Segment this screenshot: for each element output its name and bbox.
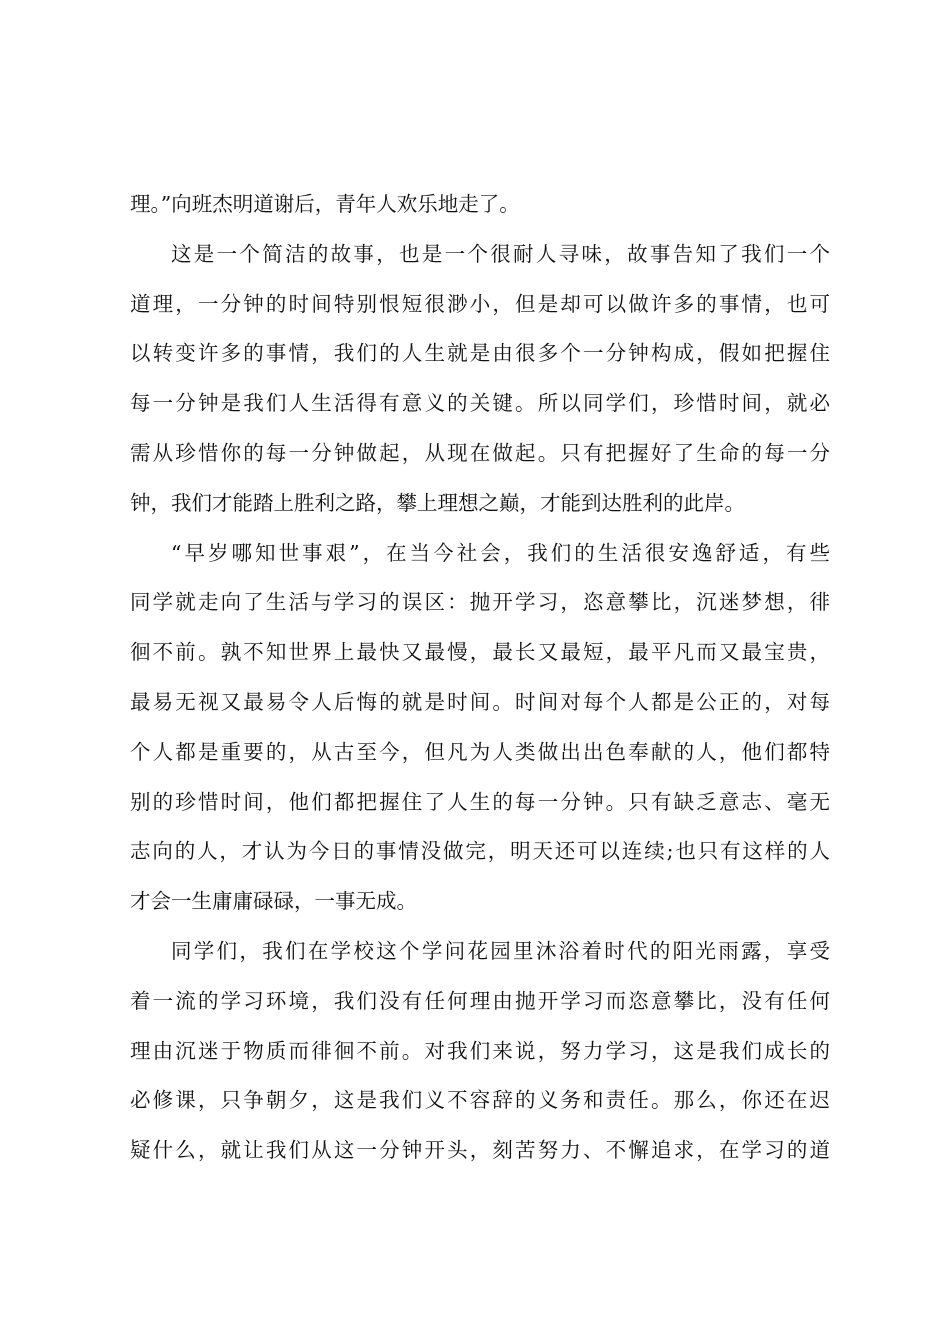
- document-body: [130, 180, 830, 1176]
- text-line: 最易无视又最易令人后悔的就是时间。时间对每个人都是公正的，对每: [130, 689, 830, 714]
- text-line: 以转变许多的事情，我们的人生就是由很多个一分钟构成，假如把握住: [130, 341, 830, 366]
- text-line: 理。”向班杰明道谢后，青年人欢乐地走了。: [130, 192, 520, 216]
- paragraph-4: [130, 927, 830, 1176]
- text-line: 道理，一分钟的时间特别恨短很渺小，但是却可以做许多的事情，也可: [130, 291, 830, 316]
- text-line: “早岁哪知世事艰”，在当今社会，我们的生活很安逸舒适，有些: [171, 540, 830, 565]
- text-line: 志向的人，才认为今日的事情没做完，明天还可以连续;也只有这样的人: [130, 839, 830, 864]
- text-line: 疑什么，就让我们从这一分钟开头，刻苦努力、不懈追求，在学习的道: [130, 1138, 830, 1163]
- paragraph-1: [130, 180, 830, 230]
- text-line: 必修课，只争朝夕，这是我们义不容辞的义务和责任。那么，你还在迟: [130, 1088, 830, 1113]
- text-line: 同学就走向了生活与学习的误区：抛开学习，恣意攀比，沉迷梦想，徘: [130, 590, 830, 615]
- text-line: 钟，我们才能踏上胜利之路，攀上理想之巅，才能到达胜利的此岸。: [130, 490, 745, 515]
- text-line: 这是一个简洁的故事，也是一个很耐人寻味，故事告知了我们一个: [171, 241, 830, 266]
- text-line: 个人都是重要的，从古至今，但凡为人类做出出色奉献的人，他们都特: [130, 739, 830, 764]
- paragraph-3: [130, 529, 830, 927]
- text-line: 同学们，我们在学校这个学问花园里沐浴着时代的阳光雨露，享受: [171, 938, 830, 963]
- paragraph-2: [130, 230, 830, 529]
- text-line: 才会一生庸庸碌碌，一事无成。: [130, 889, 417, 914]
- text-line: 别的珍惜时间，他们都把握住了人生的每一分钟。只有缺乏意志、毫无: [130, 789, 830, 814]
- text-line: 着一流的学习环境，我们没有任何理由抛开学习而恣意攀比，没有任何: [130, 988, 830, 1013]
- text-line: 每一分钟是我们人生活得有意义的关键。所以同学们，珍惜时间，就必: [130, 391, 830, 416]
- text-line: 理由沉迷于物质而徘徊不前。对我们来说，努力学习，这是我们成长的: [130, 1038, 830, 1063]
- text-line: 徊不前。孰不知世界上最快又最慢，最长又最短，最平凡而又最宝贵，: [130, 640, 830, 665]
- text-line: 需从珍惜你的每一分钟做起，从现在做起。只有把握好了生命的每一分: [130, 440, 830, 465]
